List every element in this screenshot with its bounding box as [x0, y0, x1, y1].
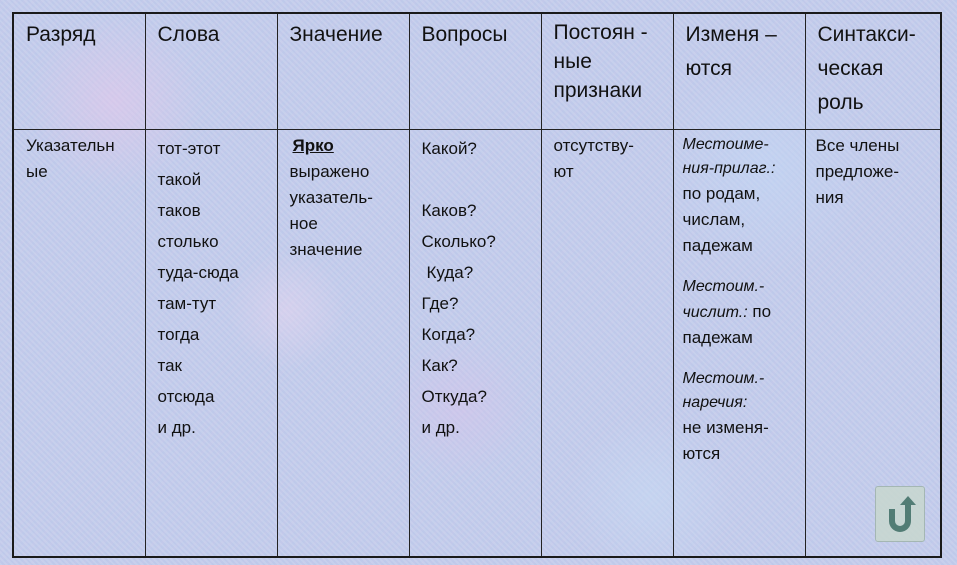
cell-questions: Какой? Каков? Сколько? Куда? Где? Когда? Как? Откуда? и др. [409, 129, 541, 557]
return-button[interactable] [875, 486, 925, 542]
header-words: Слова [145, 13, 277, 129]
header-syntax-role: Синтакси- ческая роль [805, 13, 941, 129]
cell-syntax-role: Все члены предложе- ния [805, 129, 941, 557]
cell-meaning: Ярко выражено указатель- ное значение [277, 129, 409, 557]
cell-changes: Местоиме- ния-прилаг.: по родам, числам, падежам Местоим.- числит.: по падежам Местоим.- наречия: не изменя- ются [673, 129, 805, 557]
header-meaning: Значение [277, 13, 409, 129]
cell-constant-features: отсутству- ют [541, 129, 673, 557]
pronoun-table [12, 12, 942, 558]
header-category: Разряд [13, 13, 145, 129]
header-changes: Изменя – ются [673, 13, 805, 129]
header-row [13, 13, 941, 129]
return-arrow-icon [883, 495, 917, 533]
cell-category: Указательн ые [13, 129, 145, 557]
cell-words: тот-этот такой таков столько туда-сюда там-тут тогда так отсюда и др. [145, 129, 277, 557]
meaning-highlight: Ярко [292, 135, 334, 155]
header-constant-features: Постоян - ные признаки [541, 13, 673, 129]
header-questions: Вопросы [409, 13, 541, 129]
table-row [13, 129, 941, 557]
